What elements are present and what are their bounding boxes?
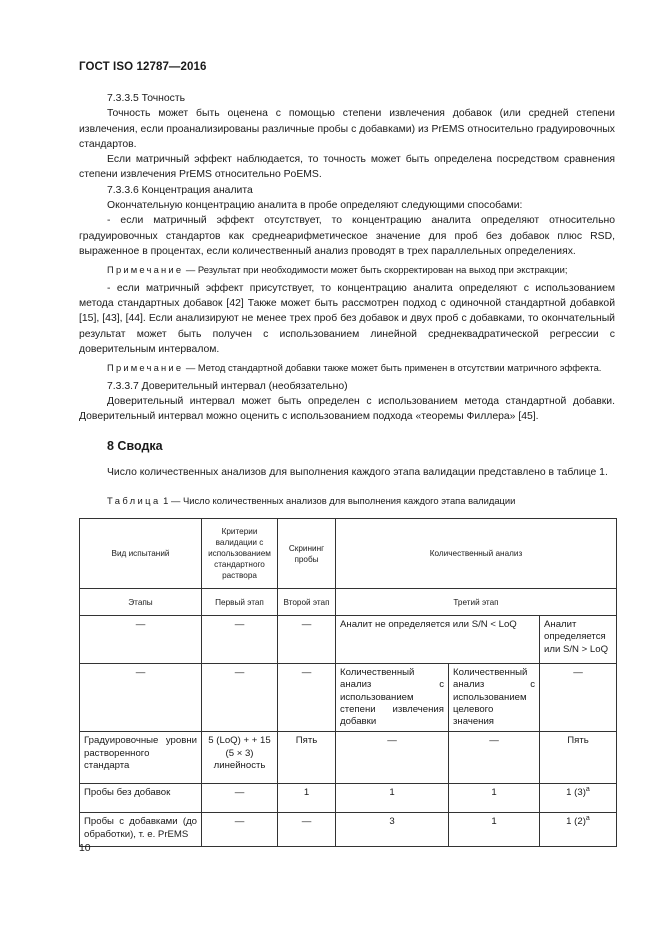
table-cell: Критерии валидации с использованием стандартного раствора — [202, 519, 278, 589]
heading-7-3-3-6: 7.3.3.6 Концентрация аналита — [107, 184, 253, 196]
table-cell: — — [278, 616, 336, 664]
cell-value: 1 (2) — [566, 816, 586, 828]
table-row — [80, 732, 617, 784]
table-cell: — — [278, 664, 336, 732]
heading-7-3-3-5: 7.3.3.5 Точность — [107, 93, 186, 104]
table-cell: Скрининг пробы — [278, 519, 336, 589]
paragraph: Доверительный интервал может быть определен с использованием метода стандартной добавки. Доверительный интервал можно оценить с использованием подхода «теоремы Филлера» [45]. — [79, 396, 615, 423]
table-cell: — — [202, 784, 278, 813]
table-row — [80, 519, 617, 589]
table-cell: 1 — [336, 784, 449, 813]
table-cell: Вид испытаний — [80, 519, 202, 589]
table-cell: — — [202, 813, 278, 847]
cell-value: 1 (3) — [566, 787, 586, 799]
table-row — [80, 616, 617, 664]
section-title: 8 Сводка — [107, 438, 163, 453]
body-text — [79, 91, 615, 509]
table-cell: — — [80, 664, 202, 732]
paragraph: Число количественных анализов для выполнения каждого этапа валидации представлено в таблице 1. — [107, 466, 608, 478]
document-header: ГОСТ ISO 12787—2016 — [79, 61, 207, 73]
heading-7-3-3-7: 7.3.3.7 Доверительный интервал (необязательно) — [107, 380, 348, 392]
table-cell: Третий этап — [336, 589, 617, 616]
paragraph: - если матричный эффект отсутствует, то концентрацию аналита определяют относительно градуировочных стандартов как среднеарифметическое значение для проб без добавок плюс RSD, выраженное в процентах, если количественный анализ проводят в трех параллельных определениях. — [79, 215, 615, 257]
table-caption-label: Таблица — [107, 495, 161, 507]
paragraph: - если матричный эффект присутствует, то концентрацию аналита определяют с использованием метода стандартных добавок [42] Также может быть рассмотрен подход с одиночной стандартной добавкой [15], [43], [44]. Если анализируют не менее трех проб без добавок и двух проб с добавками, то окончательный результат может быть получен с использованием линейной среднеквадратической регрессии с доверительным интервалом. — [79, 282, 615, 355]
table-cell: — — [202, 616, 278, 664]
table-caption — [79, 493, 615, 508]
table-cell: — — [449, 732, 540, 784]
table-cell: Аналит не определяется или S/N < LoQ — [336, 616, 540, 664]
note-label: Примечание — [107, 264, 184, 276]
table-cell: Пять — [540, 732, 617, 784]
note-label: Примечание — [107, 362, 184, 374]
table-cell: Количественный анализ — [336, 519, 617, 589]
table-cell: Количественный анализ с использованием степени извлечения добавки — [336, 664, 449, 732]
table-row — [80, 784, 617, 813]
table-cell: Градуировочные уровни растворенного стандарта — [80, 732, 202, 784]
table-cell: — — [540, 664, 617, 732]
table-cell: Аналит определяется или S/N > LoQ — [540, 616, 617, 664]
table-cell: Пробы без добавок — [80, 784, 202, 813]
table-cell: 1 — [278, 784, 336, 813]
note-text: — Результат при необходимости может быть скорректирован на выход при экстракции; — [183, 264, 568, 276]
validation-table — [79, 518, 617, 847]
table-cell: Количественный анализ с использованием целевого значения — [449, 664, 540, 732]
table-cell: 3 — [336, 813, 449, 847]
paragraph: Точность может быть оценена с помощью степени извлечения добавок (или средней степени извлечения, если проанализированы различные пробы с добавками) из PrEMS относительно градуировочных стандартов. — [79, 108, 615, 150]
table-cell: — — [336, 732, 449, 784]
note — [79, 361, 615, 375]
footnote-mark: a — [585, 815, 590, 823]
table-caption-text: 1 — Число количественных анализов для выполнения каждого этапа валидации — [160, 495, 516, 507]
table-cell: Пробы с добавками (до обработки), т. е. PrEMS — [80, 813, 202, 847]
table-cell: — — [278, 813, 336, 847]
table-cell — [540, 813, 617, 847]
page-number: 10 — [79, 843, 91, 854]
table-cell: Первый этап — [202, 589, 278, 616]
table-cell: Этапы — [80, 589, 202, 616]
table-cell: 1 — [449, 784, 540, 813]
note-text: — Метод стандартной добавки также может быть применен в отсутствии матричного эффекта. — [183, 362, 602, 374]
table-cell: Пять — [278, 732, 336, 784]
table-row — [80, 813, 617, 847]
table-cell: — — [80, 616, 202, 664]
table-row — [80, 664, 617, 732]
table-cell: 1 — [449, 813, 540, 847]
table-cell: 5 (LoQ) + + 15 (5 × 3) линейность — [202, 732, 278, 784]
table-cell: Второй этап — [278, 589, 336, 616]
table-row — [80, 589, 617, 616]
table-cell: — — [202, 664, 278, 732]
note — [79, 263, 615, 277]
table-cell — [540, 784, 617, 813]
paragraph: Окончательную концентрацию аналита в пробе определяют следующими способами: — [107, 200, 523, 212]
footnote-mark: a — [585, 786, 590, 794]
paragraph: Если матричный эффект наблюдается, то точность может быть определена посредством сравнения степени извлечения PrEMS относительно PoEMS. — [79, 154, 615, 181]
